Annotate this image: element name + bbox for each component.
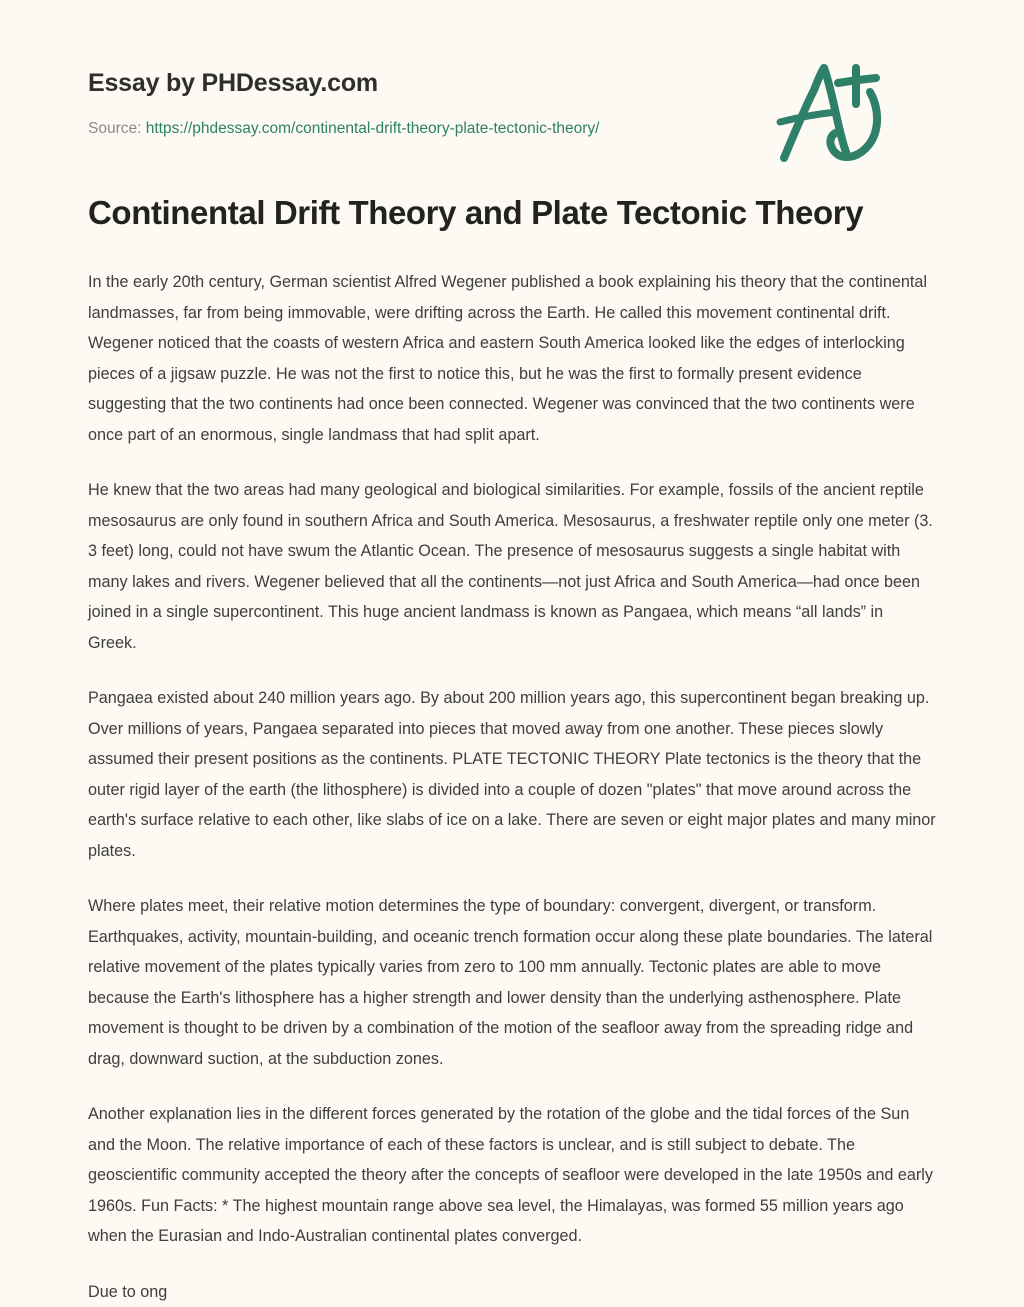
page-title: Continental Drift Theory and Plate Tectonic Theory <box>88 194 864 231</box>
article-body <box>88 267 936 1307</box>
brand-title: Essay by PHDessay.com <box>88 69 378 97</box>
source-url-link[interactable]: https://phdessay.com/continental-drift-theory-plate-tectonic-theory/ <box>145 120 600 137</box>
source-line <box>88 120 599 139</box>
page-header <box>88 0 936 180</box>
paragraph: Another explanation lies in the different forces generated by the rotation of the globe and the tidal forces of the Sun and the Moon. The relative importance of each of these factors is unclear, and is still subject to debate. The geoscientific community accepted the theory after the concepts of seafloor were developed in the late 1950s and early 1960s. Fun Facts: * The highest mountain range above sea level, the Himalayas, was formed 55 million years ago when the Eurasian and Indo-Australian continental plates converged. <box>88 1105 933 1246</box>
paragraph-truncated: Due to ong <box>88 1282 168 1301</box>
paragraph: In the early 20th century, German scientist Alfred Wegener published a book explaining his theory that the continental landmasses, far from being immovable, were drifting across the Earth. He called this movement continental drift. Wegener noticed that the coasts of western Africa and eastern South America looked like the edges of interlocking pieces of a jigsaw puzzle. He was not the first to notice this, but he was the first to formally present evidence suggesting that the two continents had once been connected. Wegener was convinced that the two continents were once part of an enormous, single landmass that had split apart. <box>88 273 927 444</box>
paragraph: Pangaea existed about 240 million years ago. By about 200 million years ago, this supercontinent began breaking up. Over millions of years, Pangaea separated into pieces that moved away from one another. These pieces slowly assumed their present positions as the continents. PLATE TECTONIC THEORY Plate tectonics is the theory that the outer rigid layer of the earth (the lithosphere) is divided into a couple of dozen "plates" that move around across the earth's surface relative to each other, like slabs of ice on a lake. There are seven or eight major plates and many minor plates. <box>88 689 936 860</box>
paragraph: Where plates meet, their relative motion determines the type of boundary: convergent, divergent, or transform. Earthquakes, activity, mountain-building, and oceanic trench formation occur along these plate boundaries. The lateral relative movement of the plates typically varies from zero to 100 mm annually. Tectonic plates are able to move because the Earth's lithosphere has a higher strength and lower density than the underlying asthenosphere. Plate movement is thought to be driven by a combination of the motion of the seafloor away from the spreading ridge and drag, downward suction, at the subduction zones. <box>88 897 933 1068</box>
a-plus-logo <box>770 52 890 170</box>
brand-block <box>88 68 599 139</box>
source-label: Source: <box>88 120 142 137</box>
paragraph: He knew that the two areas had many geological and biological similarities. For example, fossils of the ancient reptile mesosaurus are only found in southern Africa and South America. Mesosaurus, a freshwater reptile only one meter (3. 3 feet) long, could not have swum the Atlantic Ocean. The presence of mesosaurus suggests a single habitat with many lakes and rivers. Wegener believed that all the continents—not just Africa and South America—had once been joined in a single supercontinent. This huge ancient landmass is known as Pangaea, which means “all lands” in Greek. <box>88 481 933 652</box>
